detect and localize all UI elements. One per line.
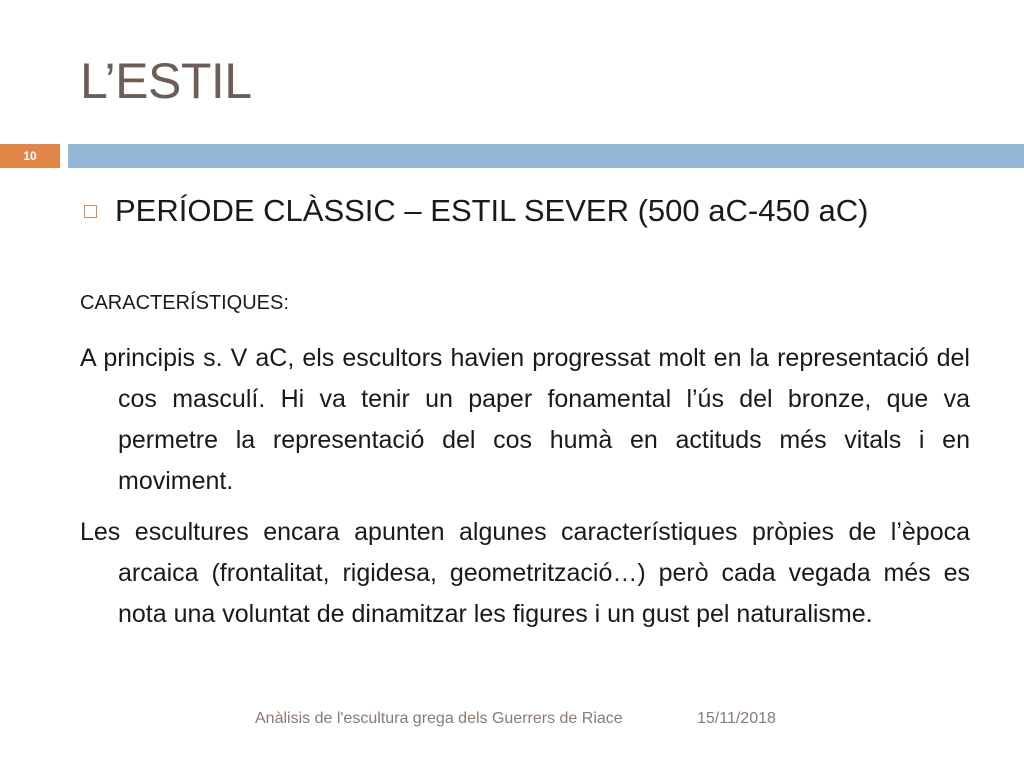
square-outline-bullet-icon xyxy=(84,205,97,218)
slide-number-badge: 10 xyxy=(0,144,60,168)
paragraph-2: Les escultures encara apunten algunes característiques pròpies de l’època arcaica (frontalitat, rigidesa, geometrització…) però cada vegada més es nota una voluntat de dinamitzar les figures i un gust pel naturalisme. xyxy=(80,518,970,628)
slide-title: L’ESTIL xyxy=(80,53,252,109)
characteristics-heading: CARACTERÍSTIQUES: xyxy=(80,292,289,314)
bullet-text: PERÍODE CLÀSSIC – ESTIL SEVER (500 aC-450 aC) xyxy=(115,193,869,228)
footer-date: 15/11/2018 xyxy=(697,710,776,727)
footer-presentation-title: Anàlisis de l'escultura grega dels Guerrers de Riace xyxy=(255,710,623,727)
header-bar xyxy=(68,144,1024,168)
paragraph-1: A principis s. V aC, els escultors havien progressat molt en la representació del cos masculí. Hi va tenir un paper fonamental l’ús del bronze, que va permetre la representació del cos humà en actituds més vitals i en moviment. xyxy=(80,344,970,495)
bullet-item xyxy=(84,193,868,229)
